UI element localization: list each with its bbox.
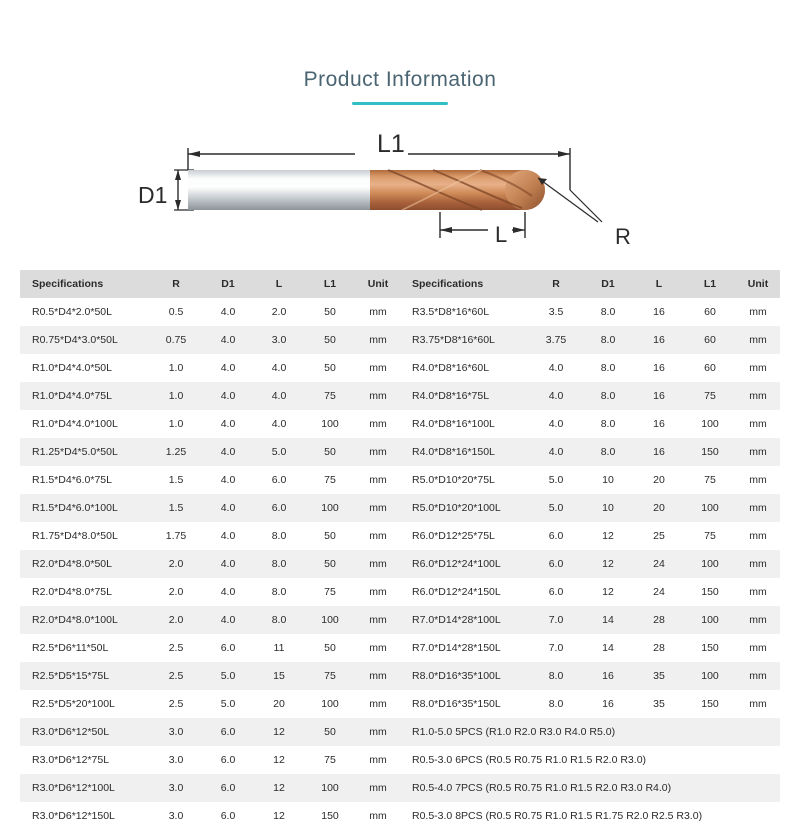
cell-r: 1.0	[150, 354, 202, 382]
cell-specifications: R2.5*D5*20*100L	[20, 690, 150, 718]
cell-unit: mm	[736, 662, 780, 690]
cell-d1: 8.0	[582, 382, 634, 410]
cell-l1: 100	[684, 662, 736, 690]
table-header-row	[20, 270, 400, 298]
table-row	[20, 354, 400, 382]
table-row	[20, 746, 400, 774]
table-row	[400, 634, 780, 662]
cell-r: 6.0	[530, 522, 582, 550]
cell-unit: mm	[356, 410, 400, 438]
cell-specifications: R1.5*D4*6.0*100L	[20, 494, 150, 522]
cell-l1: 100	[684, 550, 736, 578]
cell-r: 4.0	[530, 410, 582, 438]
cell-l1: 150	[684, 690, 736, 718]
cell-unit: mm	[356, 466, 400, 494]
cell-unit: mm	[736, 466, 780, 494]
page-title: Product Information	[303, 68, 497, 91]
cell-specifications: R6.0*D12*24*100L	[400, 550, 530, 578]
cell-l: 16	[634, 438, 684, 466]
cell-specifications: R4.0*D8*16*75L	[400, 382, 530, 410]
cell-d1: 5.0	[202, 690, 254, 718]
cell-l1: 100	[684, 494, 736, 522]
cell-l: 2.0	[254, 298, 304, 326]
table-row	[400, 550, 780, 578]
cell-unit: mm	[736, 354, 780, 382]
cell-d1: 4.0	[202, 494, 254, 522]
cell-unit: mm	[356, 634, 400, 662]
cell-unit: mm	[736, 690, 780, 718]
cell-l: 20	[634, 466, 684, 494]
cell-r: 8.0	[530, 662, 582, 690]
cell-specifications: R1.0*D4*4.0*100L	[20, 410, 150, 438]
cell-l: 24	[634, 578, 684, 606]
cell-l1: 100	[684, 606, 736, 634]
table-row	[20, 606, 400, 634]
cell-l1: 150	[684, 578, 736, 606]
cell-l1: 100	[684, 410, 736, 438]
cell-d1: 8.0	[582, 354, 634, 382]
cell-specifications: R3.0*D6*12*150L	[20, 802, 150, 830]
cell-l1: 50	[304, 550, 356, 578]
cell-r: 8.0	[530, 690, 582, 718]
cell-unit: mm	[736, 606, 780, 634]
cell-l1: 100	[304, 690, 356, 718]
cell-r: 1.75	[150, 522, 202, 550]
cell-r: 3.0	[150, 802, 202, 830]
cell-l1: 75	[304, 662, 356, 690]
cell-unit: mm	[736, 438, 780, 466]
cell-r: 3.0	[150, 774, 202, 802]
cell-d1: 8.0	[582, 326, 634, 354]
cell-unit: mm	[356, 690, 400, 718]
cell-d1: 4.0	[202, 410, 254, 438]
title-underline	[352, 102, 448, 105]
cell-r: 2.0	[150, 606, 202, 634]
cell-l: 16	[634, 410, 684, 438]
cell-unit: mm	[736, 578, 780, 606]
cell-specifications: R1.0*D4*4.0*50L	[20, 354, 150, 382]
table-row	[400, 382, 780, 410]
cell-r: 2.5	[150, 662, 202, 690]
cell-d1: 6.0	[202, 746, 254, 774]
cell-packing-set: R0.5-4.0 7PCS (R0.5 R0.75 R1.0 R1.5 R2.0 R3.0 R4.0)	[400, 774, 780, 802]
cell-specifications: R2.5*D5*15*75L	[20, 662, 150, 690]
cell-unit: mm	[736, 634, 780, 662]
cell-l1: 75	[304, 746, 356, 774]
cell-specifications: R5.0*D10*20*100L	[400, 494, 530, 522]
specification-table-left	[20, 270, 400, 830]
cell-r: 3.0	[150, 746, 202, 774]
column-header-l: L	[634, 270, 684, 298]
cell-r: 4.0	[530, 382, 582, 410]
cell-specifications: R3.75*D8*16*60L	[400, 326, 530, 354]
cell-r: 7.0	[530, 634, 582, 662]
cell-d1: 10	[582, 494, 634, 522]
dimension-label-l1: L1	[377, 130, 405, 158]
cell-unit: mm	[736, 298, 780, 326]
cell-l: 6.0	[254, 494, 304, 522]
cell-specifications: R7.0*D14*28*150L	[400, 634, 530, 662]
cell-d1: 10	[582, 466, 634, 494]
tool-diagram	[138, 130, 670, 255]
cell-l: 4.0	[254, 410, 304, 438]
table-row	[20, 522, 400, 550]
cell-l1: 75	[684, 466, 736, 494]
cell-unit: mm	[356, 774, 400, 802]
cell-r: 1.0	[150, 410, 202, 438]
cell-l1: 150	[684, 634, 736, 662]
table-row	[400, 494, 780, 522]
cell-specifications: R0.5*D4*2.0*50L	[20, 298, 150, 326]
table-row	[20, 326, 400, 354]
cell-d1: 4.0	[202, 606, 254, 634]
table-row	[400, 662, 780, 690]
cell-l: 15	[254, 662, 304, 690]
cell-specifications: R5.0*D10*20*75L	[400, 466, 530, 494]
cell-l1: 100	[304, 606, 356, 634]
cell-d1: 4.0	[202, 354, 254, 382]
cell-l: 6.0	[254, 466, 304, 494]
cell-r: 2.5	[150, 634, 202, 662]
cell-specifications: R3.0*D6*12*75L	[20, 746, 150, 774]
table-row	[20, 410, 400, 438]
cell-r: 1.0	[150, 382, 202, 410]
cell-r: 5.0	[530, 494, 582, 522]
cell-r: 1.25	[150, 438, 202, 466]
table-row	[400, 522, 780, 550]
table-row	[400, 298, 780, 326]
cell-l: 12	[254, 774, 304, 802]
table-row	[20, 802, 400, 830]
cell-l: 12	[254, 802, 304, 830]
cell-specifications: R6.0*D12*25*75L	[400, 522, 530, 550]
cell-l1: 50	[304, 522, 356, 550]
table-row	[20, 438, 400, 466]
cell-d1: 12	[582, 522, 634, 550]
cell-unit: mm	[356, 550, 400, 578]
cell-r: 1.5	[150, 494, 202, 522]
cell-l1: 150	[684, 438, 736, 466]
cell-d1: 4.0	[202, 578, 254, 606]
cell-l1: 60	[684, 298, 736, 326]
cell-d1: 4.0	[202, 466, 254, 494]
table-row	[20, 718, 400, 746]
cell-d1: 8.0	[582, 410, 634, 438]
cell-specifications: R8.0*D16*35*100L	[400, 662, 530, 690]
table-row	[20, 466, 400, 494]
cell-d1: 4.0	[202, 326, 254, 354]
column-header-specifications: Specifications	[20, 270, 150, 298]
table-row	[400, 410, 780, 438]
cell-l1: 50	[304, 326, 356, 354]
ball-nose-end-mill-illustration	[150, 130, 670, 255]
cell-l1: 150	[304, 802, 356, 830]
cell-specifications: R4.0*D8*16*100L	[400, 410, 530, 438]
cell-specifications: R0.75*D4*3.0*50L	[20, 326, 150, 354]
specification-tables	[20, 270, 780, 830]
cell-specifications: R2.5*D6*11*50L	[20, 634, 150, 662]
table-row	[400, 606, 780, 634]
cell-packing-set: R1.0-5.0 5PCS (R1.0 R2.0 R3.0 R4.0 R5.0)	[400, 718, 780, 746]
table-row	[20, 634, 400, 662]
cell-l: 16	[634, 382, 684, 410]
cell-l: 5.0	[254, 438, 304, 466]
column-header-d1: D1	[202, 270, 254, 298]
table-row	[20, 494, 400, 522]
cell-unit: mm	[356, 522, 400, 550]
column-header-r: R	[150, 270, 202, 298]
cell-d1: 6.0	[202, 634, 254, 662]
cell-d1: 14	[582, 634, 634, 662]
cell-d1: 12	[582, 550, 634, 578]
cell-unit: mm	[356, 494, 400, 522]
cell-d1: 4.0	[202, 438, 254, 466]
cell-d1: 6.0	[202, 802, 254, 830]
cell-unit: mm	[356, 746, 400, 774]
column-header-specifications: Specifications	[400, 270, 530, 298]
cell-specifications: R1.0*D4*4.0*75L	[20, 382, 150, 410]
cell-l1: 60	[684, 326, 736, 354]
cell-l1: 100	[304, 494, 356, 522]
table-row	[400, 438, 780, 466]
packing-row	[400, 802, 780, 830]
cell-r: 2.0	[150, 578, 202, 606]
cell-l: 24	[634, 550, 684, 578]
cell-d1: 6.0	[202, 774, 254, 802]
column-header-l1: L1	[304, 270, 356, 298]
cell-d1: 4.0	[202, 382, 254, 410]
cell-r: 3.0	[150, 718, 202, 746]
cell-l: 3.0	[254, 326, 304, 354]
table-row	[20, 382, 400, 410]
cell-l1: 75	[304, 578, 356, 606]
cell-unit: mm	[356, 802, 400, 830]
column-header-d1: D1	[582, 270, 634, 298]
cell-l: 8.0	[254, 522, 304, 550]
cell-l1: 60	[684, 354, 736, 382]
table-header-row	[400, 270, 780, 298]
cell-l1: 100	[304, 410, 356, 438]
cell-unit: mm	[356, 298, 400, 326]
cell-unit: mm	[736, 326, 780, 354]
cell-l: 16	[634, 298, 684, 326]
cell-l1: 50	[304, 634, 356, 662]
cell-packing-set: R0.5-3.0 8PCS (R0.5 R0.75 R1.0 R1.5 R1.75 R2.0 R2.5 R3.0)	[400, 802, 780, 830]
cell-l1: 75	[304, 382, 356, 410]
cell-l: 20	[254, 690, 304, 718]
cell-l: 28	[634, 606, 684, 634]
cell-l: 12	[254, 746, 304, 774]
cell-specifications: R1.75*D4*8.0*50L	[20, 522, 150, 550]
cell-l1: 50	[304, 718, 356, 746]
packing-row	[400, 774, 780, 802]
cell-d1: 5.0	[202, 662, 254, 690]
cell-specifications: R2.0*D4*8.0*75L	[20, 578, 150, 606]
cell-specifications: R6.0*D12*24*150L	[400, 578, 530, 606]
cell-l1: 75	[684, 382, 736, 410]
table-row	[20, 578, 400, 606]
cell-r: 0.75	[150, 326, 202, 354]
cell-l: 16	[634, 326, 684, 354]
cell-specifications: R2.0*D4*8.0*100L	[20, 606, 150, 634]
cell-specifications: R3.0*D6*12*100L	[20, 774, 150, 802]
cell-unit: mm	[356, 606, 400, 634]
dimension-label-d1: D1	[138, 182, 168, 208]
cell-d1: 4.0	[202, 522, 254, 550]
cell-l: 8.0	[254, 606, 304, 634]
dimension-label-l: L	[495, 222, 508, 247]
cell-l1: 75	[684, 522, 736, 550]
packing-row	[400, 718, 780, 746]
cell-r: 6.0	[530, 578, 582, 606]
cell-r: 2.5	[150, 690, 202, 718]
specification-table-right	[400, 270, 780, 830]
table-row	[400, 690, 780, 718]
cell-l: 4.0	[254, 382, 304, 410]
cell-l1: 100	[304, 774, 356, 802]
cell-r: 7.0	[530, 606, 582, 634]
cell-unit: mm	[356, 578, 400, 606]
cell-d1: 8.0	[582, 298, 634, 326]
cell-unit: mm	[736, 522, 780, 550]
cell-specifications: R2.0*D4*8.0*50L	[20, 550, 150, 578]
cell-l: 35	[634, 662, 684, 690]
cell-l1: 75	[304, 466, 356, 494]
cell-r: 3.5	[530, 298, 582, 326]
cell-specifications: R4.0*D8*16*150L	[400, 438, 530, 466]
cell-unit: mm	[356, 718, 400, 746]
packing-row	[400, 746, 780, 774]
cell-specifications: R1.25*D4*5.0*50L	[20, 438, 150, 466]
cell-l1: 50	[304, 354, 356, 382]
cell-d1: 16	[582, 690, 634, 718]
cell-l: 16	[634, 354, 684, 382]
cell-unit: mm	[356, 326, 400, 354]
column-header-unit: Unit	[356, 270, 400, 298]
table-row	[400, 326, 780, 354]
cell-r: 0.5	[150, 298, 202, 326]
cell-l: 8.0	[254, 578, 304, 606]
column-header-r: R	[530, 270, 582, 298]
dimension-label-r: R	[615, 224, 631, 249]
table-row	[20, 298, 400, 326]
column-header-l1: L1	[684, 270, 736, 298]
cell-l1: 50	[304, 298, 356, 326]
cell-l1: 50	[304, 438, 356, 466]
cell-r: 4.0	[530, 438, 582, 466]
cell-unit: mm	[356, 438, 400, 466]
cell-specifications: R3.5*D8*16*60L	[400, 298, 530, 326]
cell-unit: mm	[736, 550, 780, 578]
cell-d1: 4.0	[202, 298, 254, 326]
cell-unit: mm	[356, 382, 400, 410]
cell-l: 4.0	[254, 354, 304, 382]
cell-unit: mm	[736, 382, 780, 410]
cell-specifications: R4.0*D8*16*60L	[400, 354, 530, 382]
cell-l: 11	[254, 634, 304, 662]
cell-specifications: R1.5*D4*6.0*75L	[20, 466, 150, 494]
cell-unit: mm	[736, 410, 780, 438]
cell-r: 4.0	[530, 354, 582, 382]
cell-l: 35	[634, 690, 684, 718]
cell-r: 2.0	[150, 550, 202, 578]
cell-r: 5.0	[530, 466, 582, 494]
cell-specifications: R3.0*D6*12*50L	[20, 718, 150, 746]
table-row	[20, 774, 400, 802]
table-row	[20, 662, 400, 690]
cell-l: 25	[634, 522, 684, 550]
table-row	[400, 354, 780, 382]
cell-d1: 12	[582, 578, 634, 606]
column-header-l: L	[254, 270, 304, 298]
cell-l: 20	[634, 494, 684, 522]
cell-r: 1.5	[150, 466, 202, 494]
cell-unit: mm	[356, 662, 400, 690]
table-row	[400, 578, 780, 606]
cell-packing-set: R0.5-3.0 6PCS (R0.5 R0.75 R1.0 R1.5 R2.0 R3.0)	[400, 746, 780, 774]
cell-l: 8.0	[254, 550, 304, 578]
table-row	[20, 690, 400, 718]
cell-unit: mm	[356, 354, 400, 382]
cell-l: 28	[634, 634, 684, 662]
cell-r: 6.0	[530, 550, 582, 578]
cell-d1: 4.0	[202, 550, 254, 578]
cell-d1: 16	[582, 662, 634, 690]
cell-unit: mm	[736, 494, 780, 522]
table-row	[400, 466, 780, 494]
cell-l: 12	[254, 718, 304, 746]
cell-d1: 8.0	[582, 438, 634, 466]
table-row	[20, 550, 400, 578]
cell-d1: 14	[582, 606, 634, 634]
cell-r: 3.75	[530, 326, 582, 354]
page-title-block	[0, 68, 800, 105]
column-header-unit: Unit	[736, 270, 780, 298]
cell-specifications: R7.0*D14*28*100L	[400, 606, 530, 634]
cell-d1: 6.0	[202, 718, 254, 746]
cell-specifications: R8.0*D16*35*150L	[400, 690, 530, 718]
